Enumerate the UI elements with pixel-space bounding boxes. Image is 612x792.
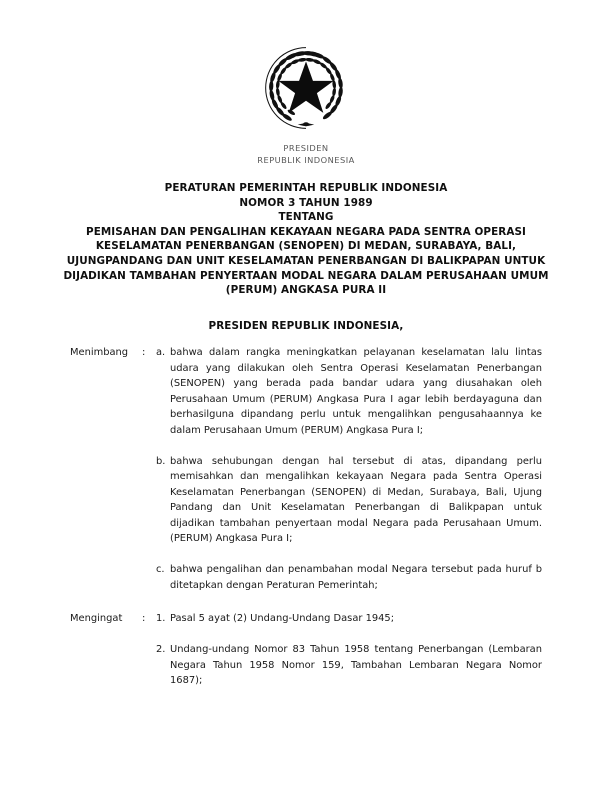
legal-basis-section — [70, 611, 542, 689]
legal-basis-label: Mengingat — [70, 613, 123, 624]
clause-row — [70, 345, 542, 438]
clause-text: Pasal 5 ayat (2) Undang-Undang Dasar 1945; — [170, 613, 395, 624]
title-line: UJUNGPANDANG DAN UNIT KESELAMATAN PENERBANGAN DI BALIKPAPAN UNTUK — [66, 254, 546, 267]
considerations-label: Menimbang — [70, 347, 129, 358]
clause-row — [70, 611, 542, 627]
title-line: KESELAMATAN PENERBANGAN (SENOPEN) DI MEDAN, SURABAYA, BALI, — [95, 240, 517, 253]
title-line: (PERUM) ANGKASA PURA II — [225, 284, 387, 297]
masthead — [0, 44, 612, 166]
title-line: PERATURAN PEMERINTAH REPUBLIK INDONESIA — [164, 182, 448, 194]
clause-row — [70, 454, 542, 547]
clause-row — [70, 642, 542, 689]
document-body — [70, 345, 542, 689]
clause-row — [70, 562, 542, 593]
clause-marker: a. — [156, 347, 166, 358]
clause-marker: 1. — [156, 613, 166, 624]
considerations-section — [70, 345, 542, 593]
masthead-caption-line-1: PRESIDEN — [283, 143, 329, 153]
document-title — [50, 181, 562, 298]
considerations-colon: : — [142, 347, 146, 358]
clause-text: bahwa dalam rangka meningkatkan pelayanan keselamatan lalu lintas udara yang dilakukan oleh Sentra Operasi Keselamatan Penerbangan (SENOPEN) yang berada pada bandar udara yang diusahakan oleh Perusahaan Umum (PERUM) Angkasa Pura I agar lebih berdayaguna dan berhasilguna dipandang perlu untuk mengalihkan pengusahaannya ke dalam Perusahaan Umum (PERUM) Angkasa Pura I; — [170, 347, 542, 436]
sub-heading: PRESIDEN REPUBLIK INDONESIA, — [208, 320, 404, 332]
clause-text: bahwa sehubungan dengan hal tersebut di atas, dipandang perlu memisahkan dan mengalihkan kekayaan Negara pada Sentra Operasi Keselamatan Penerbangan (SENOPEN) di Medan, Surabaya, Bali, Ujung Pandang dan Unit Keselamatan Penerbangan di Balikpapan untuk dijadikan tambahan penyertaan modal Negara pada Perusahaan Umum. (PERUM) Angkasa Pura I; — [170, 455, 542, 544]
indonesian-presidential-seal-icon — [260, 44, 352, 132]
clause-marker: b. — [156, 455, 166, 467]
masthead-caption-line-2: REPUBLIK INDONESIA — [257, 154, 355, 165]
clause-text: Undang-undang Nomor 83 Tahun 1958 tentang Penerbangan (Lembaran Negara Tahun 1958 Nomor 159, Tambahan Lembaran Negara Nomor 1687); — [170, 644, 542, 686]
title-line: TENTANG — [278, 211, 334, 224]
clause-marker: c. — [156, 564, 165, 575]
title-line: DIJADIKAN TAMBAHAN PENYERTAAN MODAL NEGARA DALAM PERUSAHAAN UMUM — [63, 269, 549, 282]
title-line: NOMOR 3 TAHUN 1989 — [239, 196, 373, 209]
clause-marker: 2. — [156, 644, 166, 655]
clause-text: bahwa pengalihan dan penambahan modal Negara tersebut pada huruf b ditetapkan dengan Peraturan Pemerintah; — [170, 564, 542, 591]
title-line: PEMISAHAN DAN PENGALIHAN KEKAYAAN NEGARA PADA SENTRA OPERASI — [86, 225, 526, 238]
legal-basis-colon: : — [142, 613, 146, 624]
masthead-caption — [0, 143, 612, 166]
